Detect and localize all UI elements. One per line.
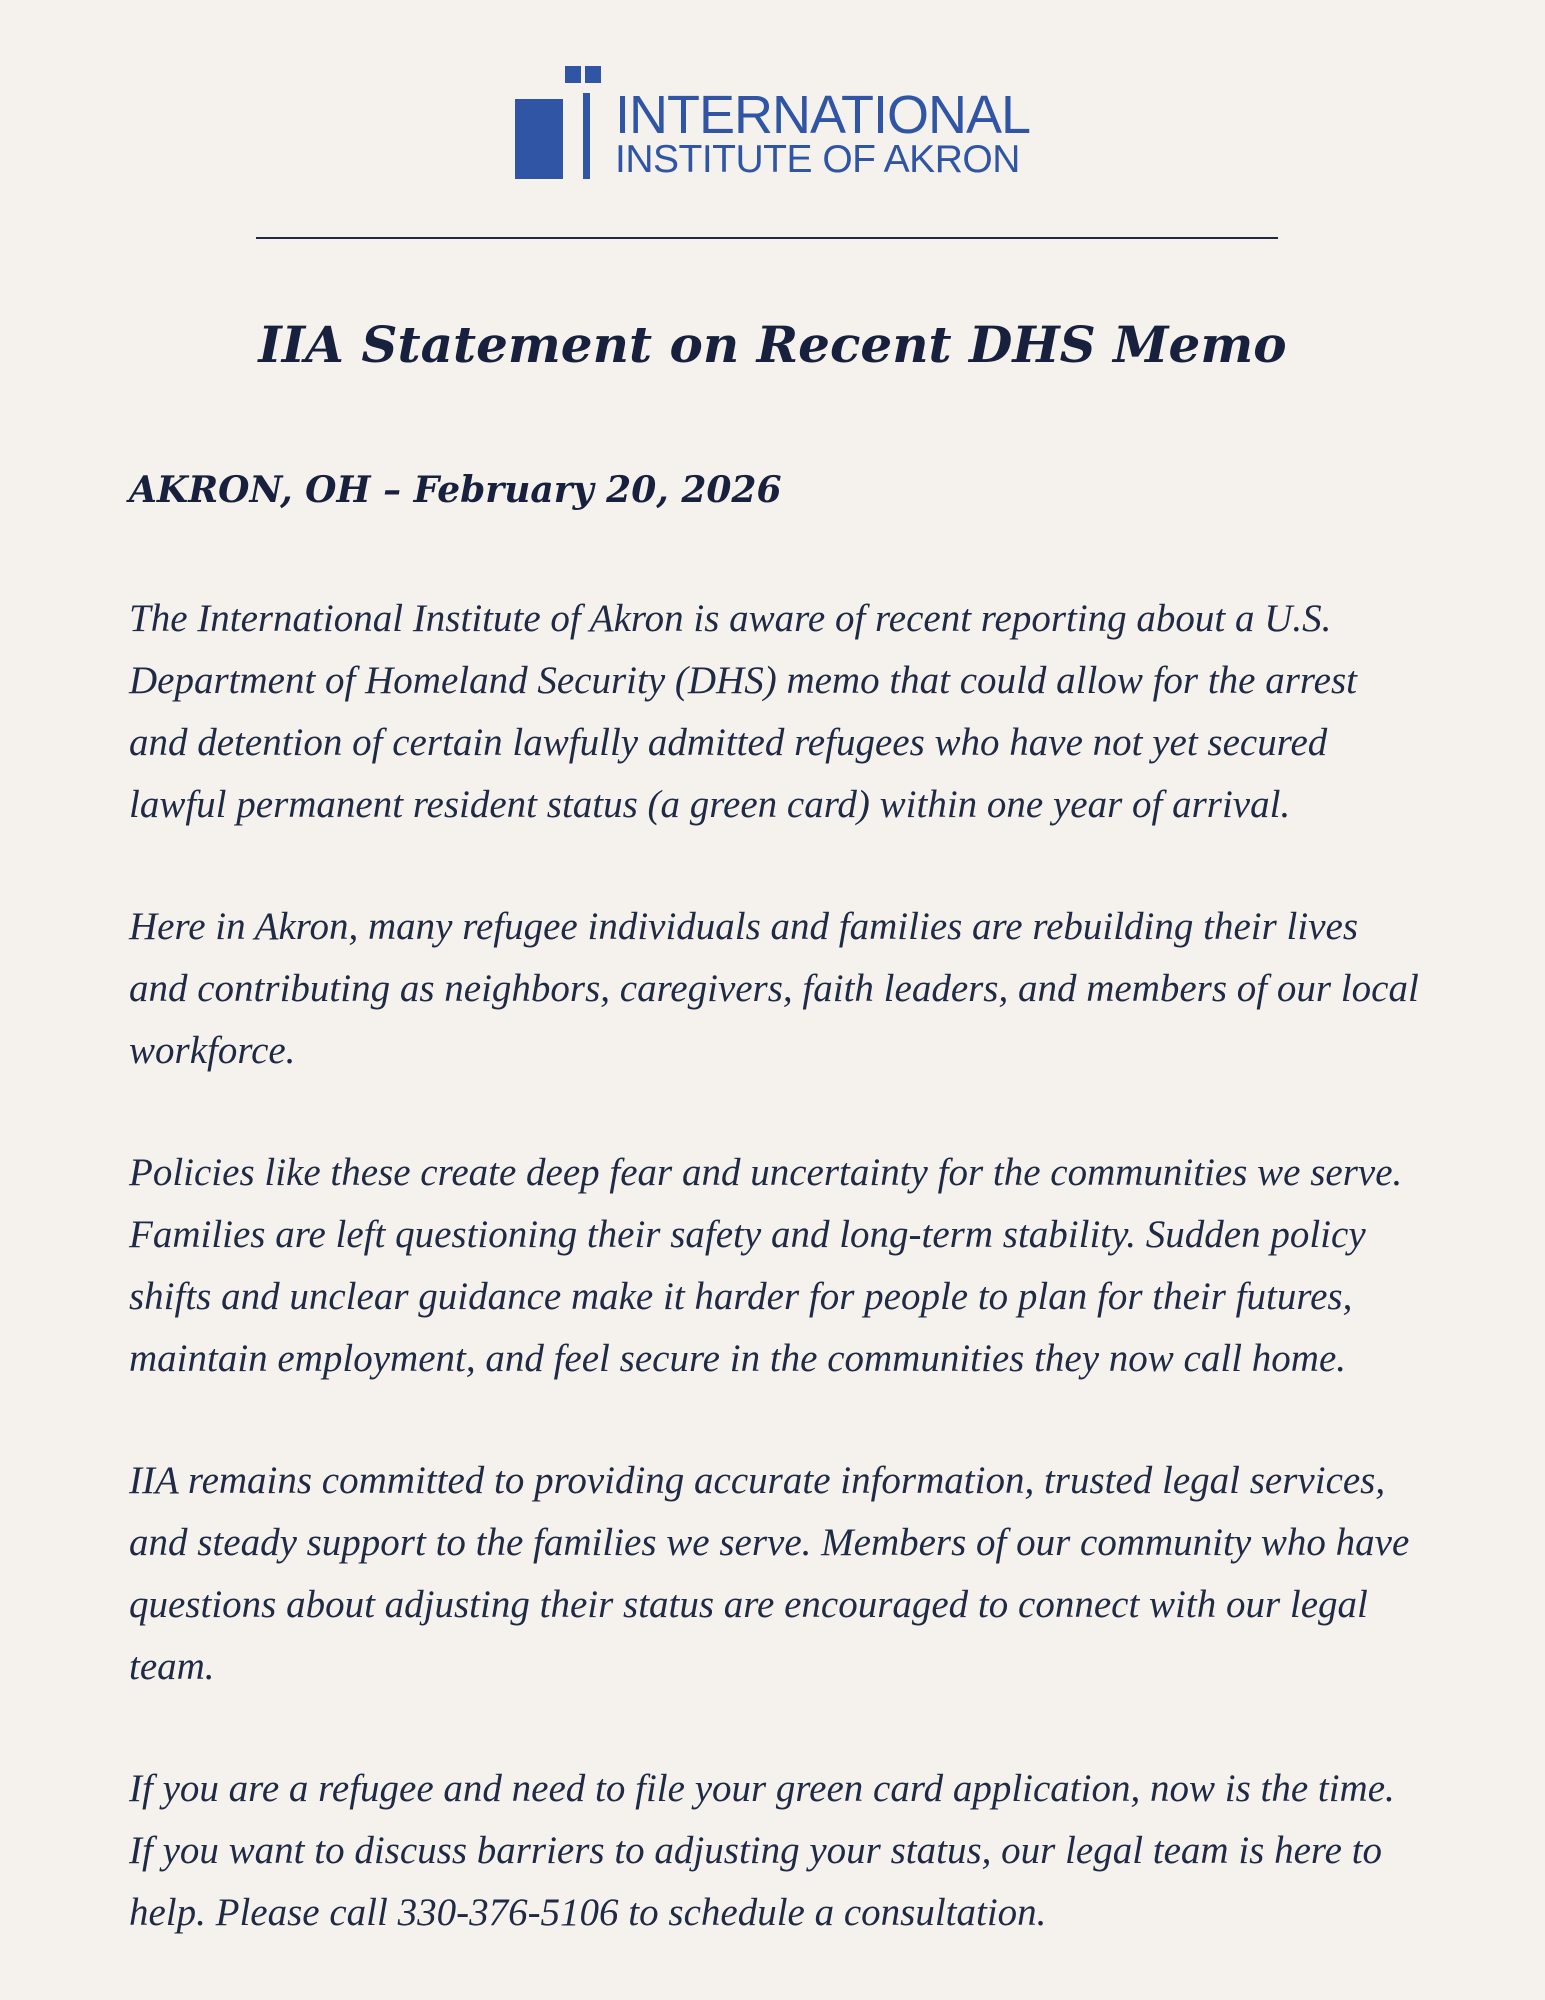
paragraph-call-to-action: If you are a refugee and need to file your green card application, now is the time. If you want to discuss barriers to adjusting your status, our legal team is here to help. Please call 330-376-5106 to schedule a consultation. (129, 1767, 1395, 1934)
logo-line-institute: INSTITUTE OF AKRON (615, 138, 1020, 181)
iia-logo (515, 66, 1035, 181)
dateline: AKRON, OH – February 20, 2026 (129, 469, 782, 511)
paragraph-awareness: The International Institute of Akron is aware of recent reporting about a U.S. Department of Homeland Security (DHS) memo that could allow for the arrest and detention of certain lawfully admitted refugees who have not yet secured lawful permanent resident status (a green card) within one year of arrival. (129, 597, 1357, 826)
logo-line-international: INTERNATIONAL (615, 85, 1031, 145)
statement-body (129, 588, 1419, 2000)
paragraph-akron-community: Here in Akron, many refugee individuals and families are rebuilding their lives and contributing as neighbors, caregivers, faith leaders, and members of our local workforce. (129, 905, 1419, 1072)
paragraph-commitment: IIA remains committed to providing accurate information, trusted legal services, and steady support to the families we serve. Members of our community who have questions about adjusting their status are encouraged to connect with our legal team. (129, 1459, 1410, 1688)
logo-mark-icon (515, 66, 605, 181)
header-divider (256, 237, 1278, 239)
logo-wordmark (615, 85, 1031, 181)
statement-title: IIA Statement on Recent DHS Memo (258, 315, 1287, 374)
paragraph-policy-impact: Policies like these create deep fear and uncertainty for the communities we serve. Families are left questioning their safety and long-term stability. Sudden policy shifts and unclear guidance make it harder for people to plan for their futures, maintain employment, and feel secure in the communities they now call home. (129, 1151, 1403, 1380)
